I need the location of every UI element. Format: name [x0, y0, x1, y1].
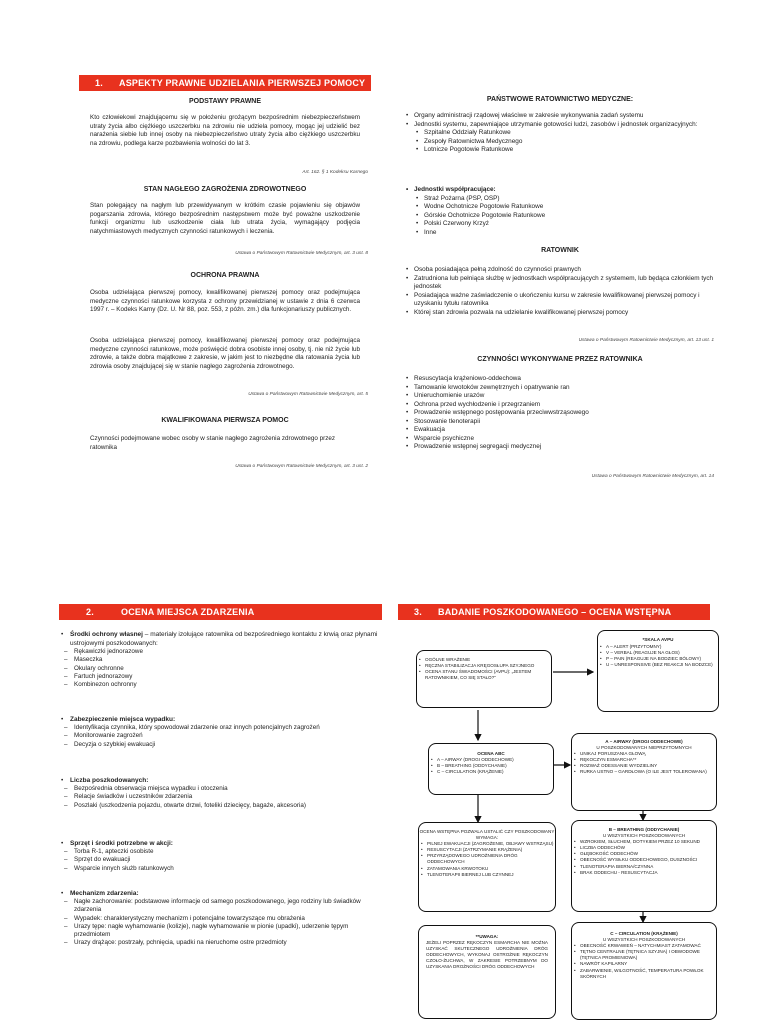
box-start [416, 650, 552, 708]
list-item: • Ochrona przed wychłodzenie i przegrzaniem [405, 401, 715, 410]
text-stan: Stan polegający na nagłym lub przewidywanym w krótkim czasie pojawieniu się objawów pogarszania zdrowia, którego bezpośrednim następstwem może być poważne uszkodzenie funkcji organizmu lub uszkodzenie ciała lub utrata życia, wymagający podjęcia natychmiastowych medycznych czynności ratunkowych i leczenia. [90, 202, 360, 235]
list-item: • Jednostki systemu, zapewniające utrzymanie gotowości ludzi, zasobów i jednostek organizacyjnych: [405, 121, 715, 130]
heading-kwalifikowana: KWALIFIKOWANA PIERWSZA POMOC [161, 417, 289, 424]
list-item: • RĘKOCZYN ESMARCHA** [572, 757, 716, 763]
list-item: • V – VERBAL (REAGUJE NA GŁOS) [598, 650, 718, 656]
list-item: – Decyzja o szybkiej ewakuacji [60, 741, 380, 749]
list-item: – Nagłe zachorowanie: podstawowe informacje od samego poszkodowanego, jego rodziny lub świadków zdarzenia [60, 898, 380, 915]
box-ocena-wstepna [418, 822, 556, 912]
list-item: – Kombinezon ochronny [60, 681, 380, 689]
box-circulation-title: C – CIRCULATION (KRĄŻENIE) [610, 931, 678, 936]
sprzet-bold: Sprzęt i środki potrzebne w akcji: [70, 840, 173, 847]
box-uwaga-text: JEŻELI POPRZEZ RĘKOCZYN ESMARCHA NIE MOŻNA UZYSKAĆ SKUTECZNEGO UDROŻNIENIA DRÓG ODDECHOWYCH, WYKONAJ OSTROŻNIE RĘKOCZYN CZOŁO-ŻUCHWA, W ZAKRESIE POTRZEBNYM DO UZYSKANIA DROŻNOŚCI DRÓG ODDECHOWYCH [426, 940, 548, 970]
heading-ratownik: RATOWNIK [541, 247, 579, 254]
block-srodki-heading [60, 630, 380, 648]
list-item: • B – BREATHING (ODDYCHANIE) [429, 763, 553, 769]
liczba-list [60, 785, 380, 810]
box-airway [571, 733, 717, 811]
list-item: – Urazy drążące: postrzały, pchnięcia, upadki na nieruchome ostre przedmioty [60, 939, 380, 947]
list-item: • OGÓLNE WRAŻENIE [417, 657, 551, 663]
list-item: • NAWRÓT KAPILARNY [572, 961, 716, 967]
list-item: • C – CIRCULATION (KRĄŻENIE) [429, 769, 553, 775]
zabezpieczenie-list [60, 724, 380, 749]
section-3-banner [398, 604, 710, 633]
list-item: • Prowadzenie wstępnej segregacji medycznej [405, 443, 715, 452]
heading-podstawy: PODSTAWY PRAWNE [188, 98, 262, 105]
section-3-number: 3. [414, 607, 422, 617]
srodki-rest: – materiały izolujące ratownika od bezpośredniego kontaktu z krwią oraz płynami ustrojowymi poszkodowanych: [70, 631, 378, 647]
wspolpracujace-list [405, 186, 715, 237]
list-item: • Której stan zdrowia pozwala na udzielanie kwalifikowanej pierwszej pomocy [405, 309, 715, 318]
list-item: • Resuscytacja krążeniowo-oddechowa [405, 375, 715, 384]
list-item: • Wsparcie psychiczne [405, 435, 715, 444]
list-item: • U – UNRESPONSIVE (BEZ REAKCJI NA BODZCE) [598, 662, 718, 668]
list-item: • Straż Pożarna (PSP, OSP) [405, 195, 715, 204]
list-item: – Wypadek: charakterystyczny mechanizm i potencjalne towarzyszące mu obrażenia [60, 915, 380, 923]
section-3-title: BADANIE POSZKODOWANEGO – OCENA WSTĘPNA URAZOWA [398, 607, 671, 633]
list-item: • RURKA USTNO – GARDŁOWA (O ILE JEST TOLEROWANA) [572, 769, 716, 775]
list-item: – Wsparcie innych służb ratunkowych [60, 865, 380, 873]
list-item: • Wodne Ochotnicze Pogotowie Ratunkowe [405, 203, 715, 212]
list-item: • Inne [405, 229, 715, 238]
list-item: • PILNEJ EWAKUACJI (ZAGROŻENIE, OBJAWY WSTRZĄSU) [419, 841, 555, 847]
list-item: • A – ALERT (PRZYTOMNY) [598, 644, 718, 650]
box-ocena-wstepna-title: OCENA WSTĘPNA POZWALA USTALIĆ CZY POSZKODOWANY WYMAGA: [419, 829, 555, 841]
box-circulation-list [572, 943, 716, 980]
box-start-list [417, 657, 551, 681]
section-1-number: 1. [95, 78, 103, 88]
box-breathing-title: B – BREATHING (ODDYCHANIE) [608, 827, 680, 832]
list-item: • OCENA STANU ŚWIADOMOŚCI (AVPU): „JESTEM RATOWNIKIEM, CO SIĘ STAŁO?" [417, 669, 551, 681]
source-podstawy: Art. 162. § 1 Kodeksu Karnego [302, 170, 368, 175]
box-avpu-title: *SKALA AVPU [642, 637, 674, 642]
section-2-banner [59, 604, 382, 620]
list-item: – Poszlaki (uszkodzenia pojazdu, otwarte drzwi, foteliki dziecięcy, bagaże, akcesoria) [60, 802, 380, 810]
list-item: • TLENOTERAPIA BIERNA/CZYNNA [572, 864, 716, 870]
section-2-number: 2. [86, 607, 94, 617]
sprzet-list [60, 848, 380, 873]
list-item: • Lotnicze Pogotowie Ratunkowe [405, 146, 715, 155]
list-item: • GŁĘBOKOŚĆ ODDECHÓW [572, 851, 716, 857]
list-item: – Identyfikacja czynnika, który spowodował zdarzenie oraz innych potencjalnych zagrożeń [60, 724, 380, 732]
block-sprzet [60, 839, 380, 873]
ratownik-list [405, 266, 715, 317]
list-item: • TĘTNO CENTRALNE (TĘTNICA SZYJNA) I OBWODOWE (TĘTNICA PROMIENIOWA) [572, 949, 716, 961]
section-2-title: OCENA MIEJSCA ZDARZENIA [121, 607, 255, 617]
list-item: • OBECNOŚĆ KRWAWIEŃ – NATYCHMIAST ZATAMOWAĆ [572, 943, 716, 949]
list-item: • Zatrudniona lub pełniąca służbę w jednostkach współpracujących z systemem, lub będąca członkiem tych jednostek [405, 275, 715, 292]
list-item: • LICZBA ODDECHÓW [572, 845, 716, 851]
mechanizm-list [60, 898, 380, 948]
block-mechanizm-heading [60, 889, 380, 898]
block-sprzet-heading [60, 839, 380, 848]
czynnosci-list [405, 375, 715, 452]
list-item: • Prowadzenie wstępnego postępowania przeciwwstrząsowego [405, 409, 715, 418]
list-item: • ROZWAŻ ODESSANIE WYDZIELINY [572, 763, 716, 769]
list-item: • WZROKIEM, SŁUCHEM, DOTYKIEM PRZEZ 10 SEKUND [572, 839, 716, 845]
list-item: • ZABARWIENIE, WILGOTNOŚĆ, TEMPERATURA POWŁOK SKÓRNYCH [572, 968, 716, 980]
box-circulation-sub: U WSZYSTKICH POSZKODOWANYCH [602, 937, 686, 943]
list-item: – Fartuch jednorazowy [60, 673, 380, 681]
list-item: – Maseczka [60, 656, 380, 664]
box-airway-sub: U POSZKODOWANYCH NIEPRZYTOMNYCH [596, 745, 692, 751]
list-item: • OBECNOŚĆ WYSIŁKU ODDECHOWEGO, DUSZNOŚCI [572, 857, 716, 863]
box-circulation [571, 922, 717, 1020]
list-item: • Posiadająca ważne zaświadczenie o ukończeniu kursu w zakresie kwalifikowanej pierwszej pomocy i uzyskaniu tytułu ratownika [405, 292, 715, 309]
block-zabezpieczenie-heading [60, 715, 380, 724]
list-item: • PRZYRZĄDOWEGO UDROŻNIENIA DRÓG ODDECHOWYCH [419, 853, 555, 865]
source-ochrona: Ustawa o Państwowym Ratownictwie Medycznym, art. 5 [248, 392, 368, 397]
list-item: • RESUSCYTACJI (ZATRZYMANIE KRĄŻENIA) [419, 847, 555, 853]
section-1-title: ASPEKTY PRAWNE UDZIELANIA PIERWSZEJ POMOCY [119, 78, 366, 88]
box-airway-title: A – AIRWAY (DROGI ODDECHOWE) [605, 739, 683, 744]
list-item: • A – AIRWAY (DROGI ODDECHOWE) [429, 757, 553, 763]
list-item: • RĘCZNA STABILIZACJA KRĘGOSŁUPA SZYJNEGO [417, 663, 551, 669]
box-ocena-wstepna-list [419, 841, 555, 878]
list-item: – Torba R-1, apteczki osobiste [60, 848, 380, 856]
text-ochrona-2: Osoba udzielająca pierwszej pomocy, kwalifikowanej pierwszej pomocy oraz podejmująca medyczne czynności ratunkowe, może poświęcić dobra osobiste innej osoby, tj. nie niż życie lub zdrowie, a także dobra majątkowe z zakresie, w jakim jest to niezbędne dla ratowania życia lub zdrowia osoby znajdującej się w stanie nagłego zagrożenia zdrowotnego. [90, 337, 360, 370]
box-uwaga-title: **UWAGA: [475, 934, 499, 939]
srodki-list [60, 648, 380, 689]
box-uwaga [418, 925, 556, 1019]
list-item: • Szpitalne Oddziały Ratunkowe [405, 129, 715, 138]
list-item: – Urazy tępe: nagłe wyhamowanie (kolizje), nagłe wyhamowanie w pionie (upadki), uderzenie tępym przedmiotem [60, 923, 380, 940]
list-item: • Górskie Ochotnicze Pogotowie Ratunkowe [405, 212, 715, 221]
box-abc-list [429, 757, 553, 775]
box-avpu-list [598, 644, 718, 668]
list-item: – Monitorowanie zagrożeń [60, 732, 380, 740]
block-mechanizm [60, 889, 380, 948]
source-czynnosci: Ustawa o Państwowym Ratownictwie Medycznym, art. 14 [591, 474, 714, 479]
block-liczba [60, 776, 380, 810]
prm-list [405, 112, 715, 155]
list-item: – Bezpośrednia obserwacja miejsca wypadku i otoczenia [60, 785, 380, 793]
list-item: • Tamowanie krwotoków zewnętrznych i opatrywanie ran [405, 384, 715, 393]
box-abc-title: OCENA ABC [477, 751, 505, 756]
list-item: • Unieruchomienie urazów [405, 392, 715, 401]
text-kwalifikowana: Czynności podejmowane wobec osoby w stanie nagłego zagrożenia zdrowotnego przez ratownika [90, 435, 336, 451]
text-podstawy: Kto człowiekowi znajdującemu się w położeniu grożącym bezpośrednim niebezpieczeństwem utraty życia albo ciężkiego uszczerbku na zdrowiu nie udziela pomocy, mogąc jej udzielić bez narażenia siebie lub innej osoby na niebezpieczeństwo utraty życia albo ciężkiego uszczerbku na zdrowiu, podlega karze pozbawienia wolności do lat 3. [90, 114, 360, 147]
list-item: • Jednostki współpracujące: [405, 186, 715, 195]
box-airway-list [572, 751, 716, 775]
list-item: • P – PAIN (REAGUJE NA BODZIEC BÓLOWY) [598, 656, 718, 662]
list-item: – Rękawiczki jednorazowe [60, 648, 380, 656]
list-item: – Okulary ochronne [60, 665, 380, 673]
list-item: • UNIKAJ PORUSZANIA GŁOWĄ [572, 751, 716, 757]
heading-czynnosci: CZYNNOŚCI WYKONYWANE PRZEZ RATOWNIKA [477, 356, 643, 363]
block-srodki [60, 630, 380, 689]
section-1-banner [79, 75, 371, 91]
list-item: • ZATAMOWANIA KRWOTOKU [419, 866, 555, 872]
block-zabezpieczenie [60, 715, 380, 749]
source-ratownik: Ustawa o Państwowym Ratownictwie Medycznym, art. 13 ust. 1 [578, 338, 714, 343]
list-item: • Osoba posiadająca pełną zdolność do czynności prawnych [405, 266, 715, 275]
box-breathing-sub: U WSZYSTKICH POSZKODOWANYCH [602, 833, 686, 839]
list-item: • Organy administracji rządowej właściwe w zakresie wykonywania zadań systemu [405, 112, 715, 121]
liczba-bold: Liczba poszkodowanych: [70, 777, 149, 784]
box-breathing [571, 820, 717, 912]
list-item: • Zespoły Ratownictwa Medycznego [405, 138, 715, 147]
list-item: • TLENOTERAPII BIERNEJ LUB CZYNNEJ [419, 872, 555, 878]
list-item: • Ewakuacja [405, 426, 715, 435]
list-item: – Relacje świadków i uczestników zdarzenia [60, 793, 380, 801]
list-item: • Stosowanie tlenoterapii [405, 418, 715, 427]
heading-ochrona: OCHRONA PRAWNA [190, 272, 260, 279]
block-liczba-heading [60, 776, 380, 785]
box-breathing-list [572, 839, 716, 876]
text-ochrona-1: Osoba udzielająca pierwszej pomocy, kwalifikowanej pierwszej pomocy oraz podejmująca medyczne czynności ratunkowe korzysta z ochrony przewidzianej w ustawie z dnia 6 czerwca 1997 r. – Kodeks Karny (Dz. U. Nr 88, poz. 553, z późn. zm.) dla funkcjonariuszy publicznych. [90, 289, 360, 314]
mechanizm-bold: Mechanizm zdarzenia: [70, 890, 139, 897]
srodki-bold: Środki ochrony własnej [70, 631, 143, 638]
source-kwalifikowana: Ustawa o Państwowym Ratownictwie Medycznym, art. 3 ust. 2 [235, 464, 368, 469]
zabezpieczenie-bold: Zabezpieczenie miejsca wypadku: [70, 716, 176, 723]
source-stan: Ustawa o Państwowym Ratownictwie Medycznym, art. 3 ust. 8 [235, 251, 368, 256]
list-item: • Polski Czerwony Krzyż [405, 220, 715, 229]
box-avpu [597, 630, 719, 712]
heading-stan: STAN NAGŁEGO ZAGROŻENIA ZDROWOTNEGO [143, 186, 307, 193]
box-abc [428, 743, 554, 795]
heading-prm: PAŃSTWOWE RATOWNICTWO MEDYCZNE: [486, 96, 634, 103]
list-item: – Sprzęt do ewakuacji [60, 856, 380, 864]
list-item: • BRAK ODDECHU - RESUSCYTACJA [572, 870, 716, 876]
